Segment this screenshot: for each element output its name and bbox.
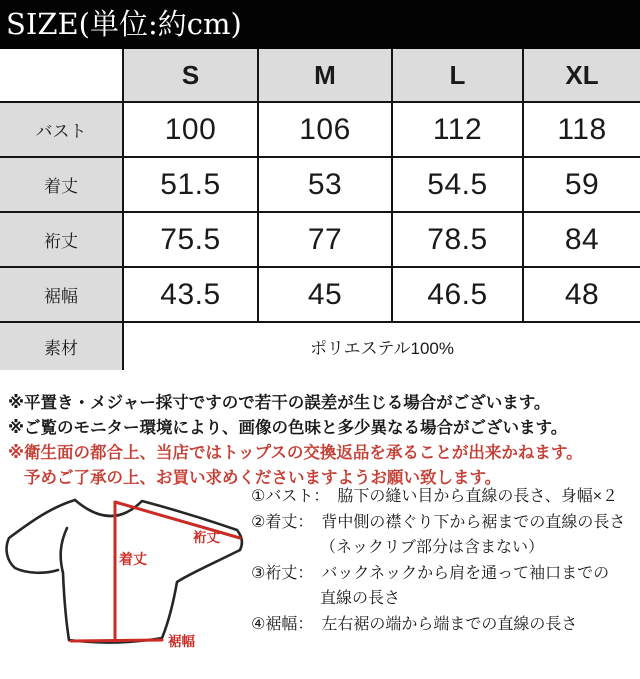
cell-value: 75.5 xyxy=(123,212,258,267)
cell-value: 48 xyxy=(523,267,640,322)
note-line-thanks: 予めご了承の上、お買い求めくださいますようお願い致します。 xyxy=(24,469,502,487)
column-header-m: M xyxy=(258,49,392,102)
material-label: 素材 xyxy=(0,322,123,370)
table-row-hem-width xyxy=(0,267,640,322)
size-chart-title: SIZE(単位:約cm) xyxy=(0,0,640,49)
cell-value: 100 xyxy=(123,102,258,157)
note-line-measuring: ※平置き・メジャー採寸ですので若干の誤差が生じる場合がございます。 xyxy=(8,394,551,412)
cell-value: 46.5 xyxy=(392,267,523,322)
cell-value: 51.5 xyxy=(123,157,258,212)
cell-value: 77 xyxy=(258,212,392,267)
shirt-diagram xyxy=(0,485,250,679)
row-label: バスト xyxy=(0,102,123,157)
column-header-xl: XL xyxy=(523,49,640,102)
disclaimer-notes xyxy=(8,391,636,491)
definition-sleeve-length-sub: 直線の長さ xyxy=(320,590,401,608)
cell-value: 45 xyxy=(258,267,392,322)
table-row-material xyxy=(0,322,640,370)
definition-bust: ①バスト： 脇下の縫い目から直線の長さ、身幅×２ xyxy=(251,488,619,505)
sleeve-length-label: 裄丈 xyxy=(193,530,220,545)
material-value: ポリエステル100% xyxy=(123,322,640,370)
cell-value: 59 xyxy=(523,157,640,212)
table-header-row xyxy=(0,49,640,102)
hem-width-label: 裾幅 xyxy=(168,634,195,649)
cell-value: 54.5 xyxy=(392,157,523,212)
cell-value: 78.5 xyxy=(392,212,523,267)
size-table xyxy=(0,49,640,370)
row-label: 裾幅 xyxy=(0,267,123,322)
column-header-l: L xyxy=(392,49,523,102)
measurement-definitions xyxy=(251,484,639,638)
cell-value: 43.5 xyxy=(123,267,258,322)
body-length-label: 着丈 xyxy=(119,551,147,567)
shirt-outline xyxy=(7,500,242,643)
definition-body-length-sub: （ネックリブ部分は含まない） xyxy=(320,539,545,557)
definition-body-length: ②着丈： 背中側の襟ぐり下から裾までの直線の長さ xyxy=(251,513,626,531)
cell-value: 84 xyxy=(523,212,640,267)
table-row-sleeve-length xyxy=(0,212,640,267)
cell-value: 106 xyxy=(258,102,392,157)
corner-cell xyxy=(0,49,123,102)
cell-value: 118 xyxy=(523,102,640,157)
sleeve-length-line xyxy=(115,502,240,538)
definition-hem-width: ④裾幅： 左右裾の端から端までの直線の長さ xyxy=(251,615,578,633)
cell-value: 112 xyxy=(392,102,523,157)
note-line-no-return: ※衛生面の都合上、当店ではトップスの交換返品を承ることが出来かねます。 xyxy=(8,444,583,462)
definition-sleeve-length: ③裄丈： バックネックから肩を通って袖口までの xyxy=(251,564,610,582)
cell-value: 53 xyxy=(258,157,392,212)
row-label: 裄丈 xyxy=(0,212,123,267)
column-header-s: S xyxy=(123,49,258,102)
table-row-body-length xyxy=(0,157,640,212)
note-line-monitor: ※ご覧のモニター環境により、画像の色味と多少異なる場合がございます。 xyxy=(8,419,568,437)
table-row-bust xyxy=(0,102,640,157)
hem-width-line xyxy=(71,640,162,641)
row-label: 着丈 xyxy=(0,157,123,212)
